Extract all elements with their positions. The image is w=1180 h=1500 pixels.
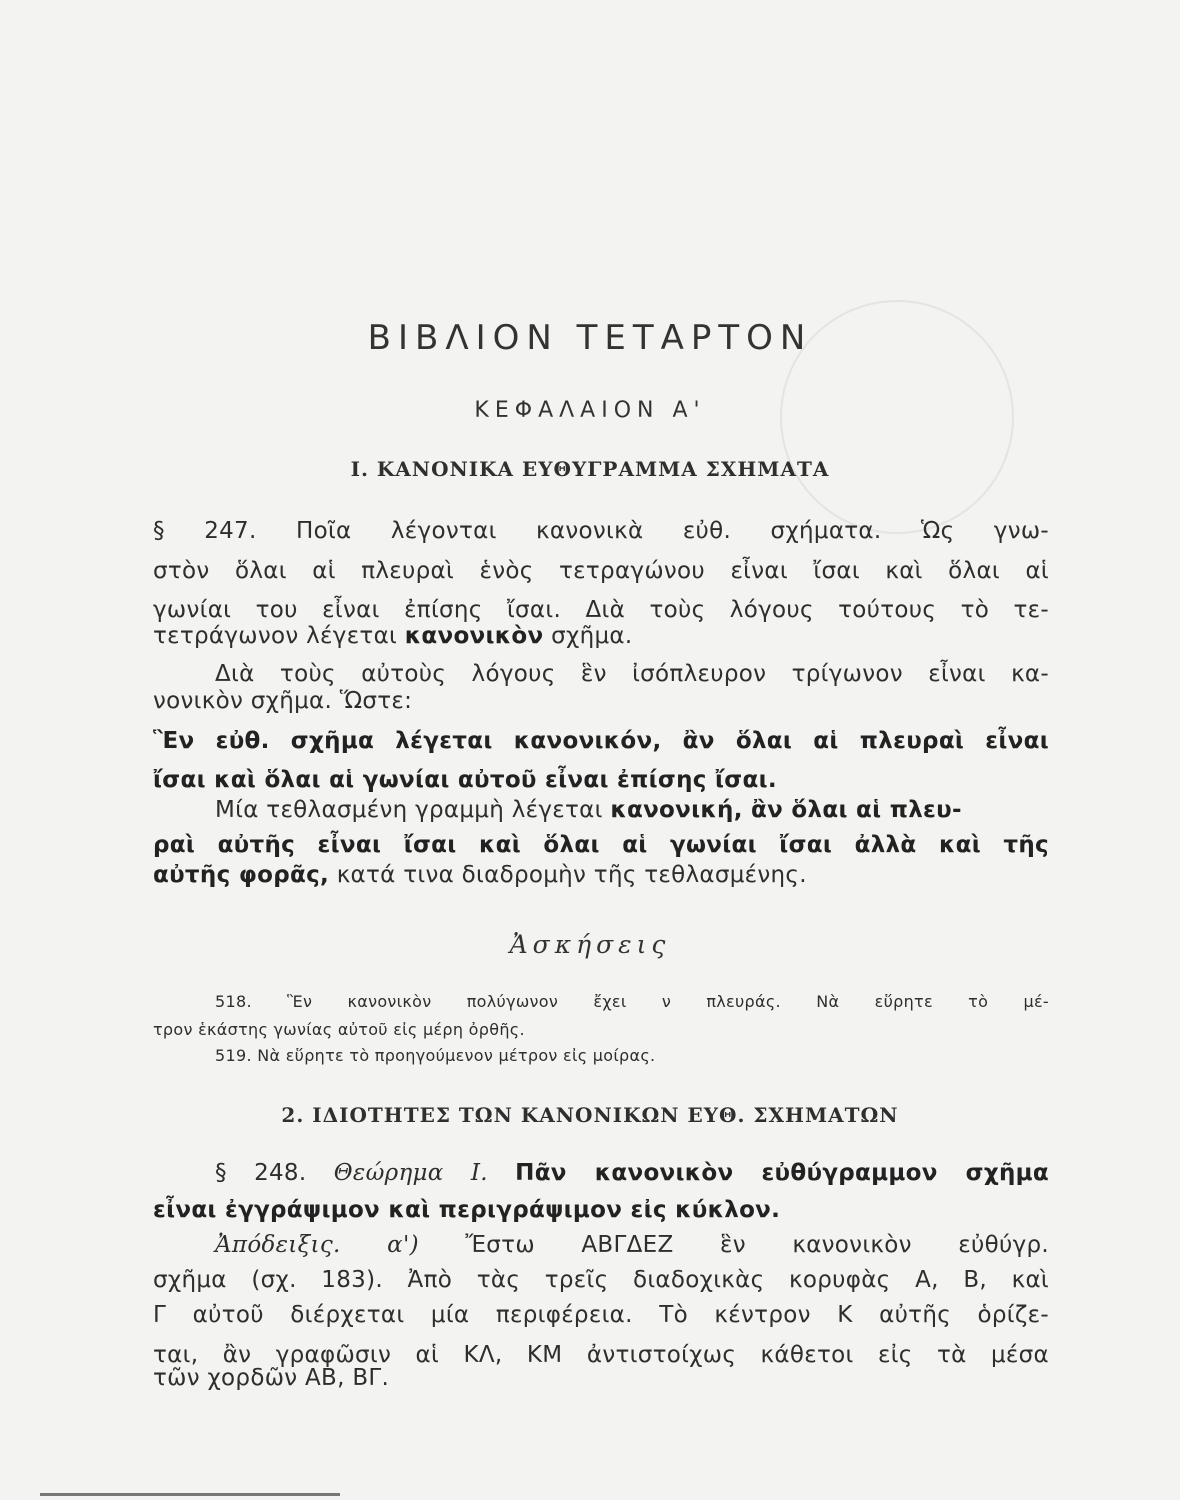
exercise-519: 519. Νὰ εὕρητε τὸ προηγούμενον μέτρον εἰς μοίρας. — [215, 1046, 656, 1065]
theorem-statement: εἶναι ἐγγράψιμον καὶ περιγράψιμον εἰς κύκλον. — [153, 1197, 781, 1223]
text: τετράγωνον λέγεται — [153, 623, 398, 649]
paragraph-247-line: γωνίαι του εἶναι ἐπίσης ἴσαι. Διὰ τοὺς λόγους τούτους τὸ τε- — [153, 597, 1049, 623]
text: Μία τεθλασμένη γραμμὴ λέγεται — [215, 797, 603, 823]
paragraph-247-line: νονικὸν σχῆμα. Ὥστε: — [153, 688, 413, 714]
paragraph-247-line: § 247. Ποῖα λέγονται κανονικὰ εὐθ. σχήματα. Ὡς γνω- — [153, 518, 1049, 544]
theorem-statement: Πᾶν κανονικὸν εὐθύγραμμον σχῆμα — [515, 1160, 1049, 1186]
text: κατά τινα διαδρομὴν τῆς τεθλασμένης. — [336, 862, 807, 888]
paragraph-247-line: Διὰ τοὺς αὐτοὺς λόγους ἓν ἰσόπλευρον τρίγωνον εἶναι κα- — [215, 661, 1049, 687]
term-kanoniki: κανονική, ἂν ὅλαι αἱ πλευ- — [610, 797, 962, 823]
section-heading-2: 2. ΙΔΙΟΤΗΤΕΣ ΤΩΝ ΚΑΝΟΝΙΚΩΝ ΕΥΘ. ΣΧΗΜΑΤΩΝ — [281, 1103, 899, 1127]
paragraph-247-line — [153, 862, 1049, 888]
term-fora: αὐτῆς φορᾶς, — [153, 862, 330, 888]
theorem-label: Θεώρημα Ι. — [333, 1160, 488, 1186]
definition-line: ἴσαι καὶ ὅλαι αἱ γωνίαι αὐτοῦ εἶναι ἐπίσης ἴσαι. — [153, 767, 777, 793]
chapter-title: ΚΕΦΑΛΑΙΟΝ Α' — [474, 398, 706, 423]
page-edge-rule — [40, 1493, 340, 1496]
paragraph-247-line: στὸν ὅλαι αἱ πλευραὶ ἑνὸς τετραγώνου εἶναι ἴσαι καὶ ὅλαι αἱ — [153, 558, 1049, 584]
paragraph-248-line: ται, ἂν γραφῶσιν αἱ ΚΛ, ΚΜ ἀντιστοίχως κάθετοι εἰς τὰ μέσα — [153, 1342, 1049, 1368]
paragraph-248-line — [153, 1232, 1049, 1258]
text: § 248. — [215, 1160, 307, 1186]
paragraph-248-line: Γ αὐτοῦ διέρχεται μία περιφέρεια. Τὸ κέντρον Κ αὐτῆς ὁρίζε- — [153, 1302, 1049, 1328]
exercises-heading: Ἀσκήσεις — [509, 930, 671, 959]
paragraph-248-line: τῶν χορδῶν ΑΒ, ΒΓ. — [153, 1365, 390, 1391]
paragraph-248-line: σχῆμα (σχ. 183). Ἀπὸ τὰς τρεῖς διαδοχικὰς κορυφὰς Α, Β, καὶ — [153, 1267, 1049, 1293]
proof-label: Ἀπόδειξις. α') — [215, 1232, 419, 1258]
paragraph-247-line: ραὶ αὐτῆς εἶναι ἴσαι καὶ ὅλαι αἱ γωνίαι ἴσαι ἀλλὰ καὶ τῆς — [153, 832, 1049, 858]
text: Ἔστω ΑΒΓΔΕΖ ἓν κανονικὸν εὐθύγρ. — [465, 1232, 1049, 1258]
paragraph-247-line — [153, 623, 1049, 649]
definition-line: Ἓν εὐθ. σχῆμα λέγεται κανονικόν, ἂν ὅλαι αἱ πλευραὶ εἶναι — [153, 728, 1049, 754]
book-title: ΒΙΒΛΙΟΝ ΤΕΤΑΡΤΟΝ — [367, 318, 813, 358]
paragraph-248-line — [153, 1160, 1049, 1186]
exercise-518-line: τρον ἑκάστης γωνίας αὐτοῦ εἰς μέρη ὀρθῆς. — [153, 1020, 525, 1039]
section-heading-1: Ι. ΚΑΝΟΝΙΚΑ ΕΥΘΥΓΡΑΜΜΑ ΣΧΗΜΑΤΑ — [350, 457, 830, 481]
term-kanonikon: κανονικὸν — [404, 623, 544, 649]
exercise-518-line: 518. Ἓν κανονικὸν πολύγωνον ἔχει ν πλευράς. Νὰ εὕρητε τὸ μέ- — [215, 992, 1049, 1011]
paragraph-247-line — [153, 797, 1049, 823]
text: σχῆμα. — [551, 623, 633, 649]
